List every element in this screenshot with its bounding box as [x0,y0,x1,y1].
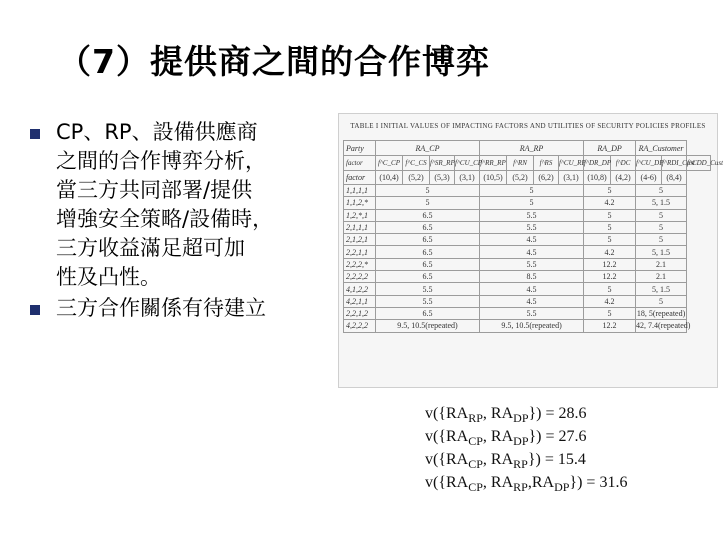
table-cell: 4.5 [480,283,584,295]
table-cell: (5,2) [403,171,430,185]
table-cell: (8,4) [662,171,687,185]
table-cell: 6.5 [376,209,480,221]
table-cell: 12.2 [584,271,636,283]
formula-part: v({RA [425,474,469,491]
bullet-text-line: 增強安全策略/設備時， [56,207,274,231]
table-cell: 2,2,2,2 [344,271,376,283]
table-cell: 5.5 [376,295,480,307]
table-cell: 2,2,2,* [344,258,376,270]
table-cell: 6.5 [376,307,480,319]
formula-part: v({RA [425,405,469,422]
table-cell: 5, 1.5 [636,246,687,258]
table-cell: 4.2 [584,295,636,307]
formula-part: RP [513,480,528,494]
table-subheader-cell: f^RR_RP [480,156,507,171]
bullet-text-line: CP、RP、設備供應商 [56,120,258,144]
table-row [344,246,711,258]
table-row [344,283,711,295]
bullet-item [30,118,340,292]
formula-part: }) = 27.6 [528,428,587,445]
table-cell: 1,2,*,1 [344,209,376,221]
table-cell: 4,2,1,1 [344,295,376,307]
table-row [344,221,711,233]
table-cell: (10,4) [376,171,403,185]
table-row [344,197,711,209]
table-subheader-cell: f^CU_RP [559,156,584,171]
table-subheader-cell: f^RN [507,156,534,171]
formula-part: DP [554,480,570,494]
table-header-cell: Party [344,141,376,156]
table-caption: TABLE I INITIAL VALUES OF IMPACTING FACTORS AND UTILITIES OF SECURITY POLICIES PROFILES [350,122,706,130]
table-subheader-row [344,156,711,171]
table-cell: 1,1,1,1 [344,185,376,197]
bullet-text-line: 當三方共同部署/提供 [56,178,253,202]
table-cell: 9.5, 10.5(repeated) [376,320,480,332]
table-cell: 6.5 [376,258,480,270]
table-cell: (4,2) [611,171,636,185]
formula-part: }) = 28.6 [528,405,587,422]
table-row [344,185,711,197]
paper-table-image [338,113,723,388]
table-cell: 2,2,1,1 [344,246,376,258]
formula-part: v({RA [425,451,469,468]
table-header-cell: RA_RP [480,141,584,156]
table-header-row [344,141,711,156]
table-row [344,320,711,332]
table-cell: 5 [636,295,687,307]
table-cell: 2.1 [636,271,687,283]
formula-part: , RA [482,428,514,445]
table-cell: 4.5 [480,246,584,258]
table-subheader-cell: f^RS [534,156,559,171]
table-cell: 1,1,2,* [344,197,376,209]
formula-part: , RA [482,451,514,468]
table-cell: 5.5 [480,258,584,270]
table-cell: 2,1,2,1 [344,234,376,246]
table-subheader-cell: factor [344,156,376,171]
table-cell: 5, 1.5 [636,283,687,295]
table-cell: 6.5 [376,271,480,283]
bullet-text-line: 三方合作關係有待建立 [56,296,266,320]
formula-part: CP [468,434,483,448]
table-subheader-cell: f^CDD_Cust [687,156,711,171]
table-cell: 6.5 [376,221,480,233]
coalition-value-formula [425,471,627,494]
table-cell: 42, 7.4(repeated) [636,321,691,331]
bullet-text-line: 性及凸性。 [56,265,161,289]
table-cell: (10,8) [584,171,611,185]
table-header-cell: RA_Customer [636,141,687,156]
table-header-cell: RA_CP [376,141,480,156]
table-row [344,234,711,246]
table-row [344,295,711,307]
table-subheader-cell: f^C_CS [403,156,430,171]
table-subheader-cell: f^DC [611,156,636,171]
table-cell: 12.2 [584,258,636,270]
formula-list [425,402,627,494]
table-cell: 5 [584,283,636,295]
table-cell: 2.1 [636,258,687,270]
table-cell: (3,1) [559,171,584,185]
formula-part: }) = 31.6 [569,474,628,491]
table-cell: 5.5 [480,209,584,221]
table-cell: 5 [636,185,687,197]
formula-part: CP [468,480,483,494]
formula-part: v({RA [425,428,469,445]
table-cell: 8.5 [480,271,584,283]
table-cell: 4.2 [584,197,636,209]
table-cell: (4-6) [636,171,662,185]
table-cell: 5.5 [480,307,584,319]
table-cell: 5 [376,185,480,197]
coalition-value-formula [425,425,627,448]
table-cell: 4.5 [480,234,584,246]
formula-part: CP [468,457,483,471]
table-row [344,307,711,319]
slide-title: （7）提供商之間的合作博弈 [58,42,490,81]
table-cell: (3,1) [455,171,480,185]
table-cell: 18, 5(repeated) [636,309,686,319]
table-cell: 5 [480,197,584,209]
table-subheader-cell: f^DR_DP [584,156,611,171]
table-cell: 6.5 [376,234,480,246]
bullet-item [30,294,340,323]
table-cell: 5 [480,185,584,197]
table-subheader-cell: f^CU_DP [636,156,662,171]
table-cell: (5,3) [430,171,455,185]
formula-part: DP [513,411,529,425]
table-cell: 6.5 [376,246,480,258]
bullet-text-line: 三方收益滿足超可加 [56,236,245,260]
table-cell: 5, 1.5 [636,197,687,209]
formula-part: ,RA [527,474,555,491]
formula-part: RP [468,411,483,425]
table-cell: 5 [376,197,480,209]
table-cell: (5,2) [507,171,534,185]
formula-part: , RA [482,405,514,422]
table-cell: (6,2) [534,171,559,185]
table-cell: 5 [636,234,687,246]
table-cell: (10,5) [480,171,507,185]
table-row [344,209,711,221]
table-subheader-cell: f^SR_RP [430,156,455,171]
table-cell: 5 [584,221,636,233]
table-cell: 9.5, 10.5(repeated) [480,320,584,332]
table-cell: 4,1,2,2 [344,283,376,295]
table-cell: 4.2 [584,246,636,258]
bullet-list [30,118,340,323]
table-cell: 2,1,1,1 [344,221,376,233]
bullet-square-icon [30,305,40,315]
table-row [344,271,711,283]
table-cell: 4.5 [480,295,584,307]
table-cell: 5 [636,209,687,221]
utility-table [343,140,723,333]
table-subheader-cell: f^C_CP [376,156,403,171]
table-cell: 2,2,1,2 [344,307,376,319]
bullet-text-line: 之間的合作博弈分析， [56,149,266,173]
table-cell: 5 [584,185,636,197]
table-cell: 5.5 [480,221,584,233]
table-header-cell: RA_DP [584,141,636,156]
table-cell: 4,2,2,2 [344,320,376,332]
table-row [344,258,711,270]
formula-part: }) = 15.4 [527,451,586,468]
formula-part: DP [513,434,529,448]
table-subheader-cell: f^RDI_Cust [662,156,687,171]
table-subheader-cell: f^CU_CP [455,156,480,171]
table-cell: factor [344,171,376,185]
formula-part: , RA [482,474,514,491]
bullet-square-icon [30,129,40,139]
coalition-value-formula [425,448,627,471]
table-cell: 12.2 [584,320,636,332]
table-scale-row [344,171,711,185]
coalition-value-formula [425,402,627,425]
formula-part: RP [513,457,528,471]
table-cell: 5 [584,234,636,246]
table-cell: 5 [584,307,636,319]
table-cell: 5 [584,209,636,221]
table-cell: 5 [636,221,687,233]
table-cell: 5.5 [376,283,480,295]
